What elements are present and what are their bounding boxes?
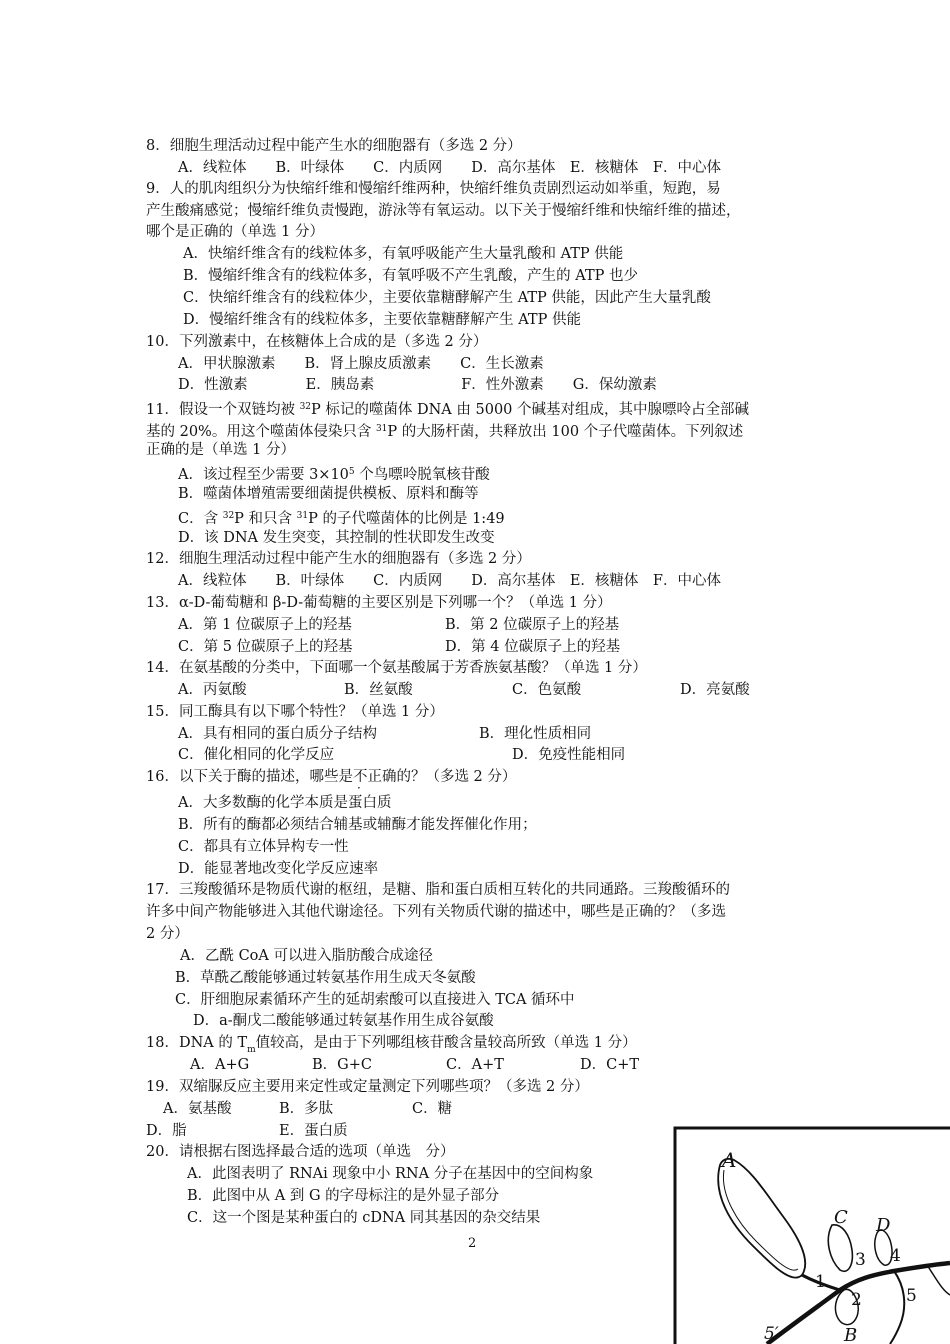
q9-stem-line2: 产生酸痛感觉；慢缩纤维负责慢跑，游泳等有氧运动。以下关于慢缩纤维和快缩纤维的描述， [146,203,741,219]
q14-option-c: C．色氨酸 [512,682,582,698]
q17-option-d: D．a-酮戊二酸能够通过转氨基作用生成谷氨酸 [193,1013,494,1029]
q10-stem: 10．下列激素中，在核糖体上合成的是（多选 2 分） [146,334,488,350]
label-4: 4 [890,1246,901,1266]
q12-options: A．线粒体 B．叶绿体 C．内质网 D．高尔基体 E．核糖体 F．中心体 [178,573,721,589]
q19-option-e: E．蛋白质 [279,1123,348,1139]
q11-stem-line2: 基的 20%。用这个噬菌体侵染只含 $^{31}$P 的大肠杆菌，共释放出 100 个子代噬菌体。下列叙述 [146,424,744,440]
q20-stem: 20．请根据右图选择最合适的选项（单选 分） [146,1144,455,1160]
q9-option-a: A．快缩纤维含有的线粒体多，有氧呼吸能产生大量乳酸和 ATP 供能 [183,246,624,262]
q20-option-a: A．此图表明了 RNAi 现象中小 RNA 分子在基因中的空间构象 [187,1166,594,1182]
q14-stem: 14．在氨基酸的分类中，下面哪一个氨基酸属于芳香族氨基酸？（单选 1 分） [146,660,647,676]
label-b: B [844,1325,858,1344]
label-5: 5 [906,1286,917,1306]
q11-option-d: D．该 DNA 发生突变，其控制的性状即发生改变 [178,530,495,546]
q17-stem-line1: 17．三羧酸循环是物质代谢的枢纽，是糖、脂和蛋白质相互转化的共同通路。三羧酸循环的 [146,882,730,898]
q19-option-c: C．糖 [412,1101,453,1117]
label-a: A [722,1148,737,1172]
q15-option-a: A．具有相同的蛋白质分子结构 [178,726,377,742]
label-3: 3 [855,1250,866,1270]
q15-option-c: C．催化相同的化学反应 [178,747,335,763]
q15-option-d: D．免疫性能相同 [512,747,626,763]
q9-stem-line3: 哪个是正确的（单选 1 分） [146,224,324,240]
label-five-prime: 5′ [764,1324,779,1344]
q9-option-b: B．慢缩纤维含有的线粒体多，有氧呼吸不产生乳酸，产生的 ATP 也少 [183,268,638,284]
q11-option-a: A．该过程至少需要 $3\times 10^5$ 个鸟嘌呤脱氧核苷酸 [178,467,490,483]
q18-option-b: B．G+C [312,1057,372,1073]
q8-stem: 8．细胞生理活动过程中能产生水的细胞器有（多选 2 分） [146,138,522,154]
q10-options-row1: A．甲状腺激素 B．肾上腺皮质激素 C．生长激素 [178,356,544,372]
q16-option-c: C．都具有立体异构专一性 [178,839,349,855]
q13-stem: 13．α-D-葡萄糖和 β-D-葡萄糖的主要区别是下列哪一个？（单选 1 分） [146,595,612,611]
label-c: C [834,1207,848,1228]
q11-stem-line1: 11．假设一个双链均被 $^{32}$P 标记的噬菌体 DNA 由 5000 个碱基对组成，其中腺嘌呤占全部碱 [146,402,750,418]
q18-stem: 18．DNA 的 $T_m$值较高，是由于下列哪组核苷酸含量较高所致（单选 1 分） [146,1035,637,1055]
q17-option-c: C．肝细胞尿素循环产生的延胡索酸可以直接进入 TCA 循环中 [175,992,575,1008]
strand-branch [890,1271,904,1344]
q13-option-b: B．第 2 位碳原子上的羟基 [445,617,620,633]
q13-option-c: C．第 5 位碳原子上的羟基 [178,639,353,655]
q18-option-d: D．C+T [580,1057,640,1073]
q20-option-c: C．这一个图是某种蛋白的 cDNA 同其基因的杂交结果 [187,1210,541,1226]
q19-option-b: B．多肽 [279,1101,334,1117]
q17-stem-line2: 许多中间产物能够进入其他代谢途径。下列有关物质代谢的描述中，哪些是正确的？（多选 [146,904,726,920]
q20-option-b: B．此图中从 A 到 G 的字母标注的是外显子部分 [187,1188,500,1204]
q15-stem: 15．同工酶具有以下哪个特性？（单选 1 分） [146,704,444,720]
q19-stem: 19．双缩脲反应主要用来定性或定量测定下列哪些项？（多选 2 分） [146,1079,589,1095]
q18-option-c: C．A+T [446,1057,504,1073]
label-d: D [876,1215,891,1236]
q16-option-b: B．所有的酶都必须结合辅基或辅酶才能发挥催化作用； [178,817,537,833]
q12-stem: 12．细胞生理活动过程中能产生水的细胞器有（多选 2 分） [146,551,531,567]
label-1: 1 [815,1272,826,1292]
q8-options: A．线粒体 B．叶绿体 C．内质网 D．高尔基体 E．核糖体 F．中心体 [178,160,721,176]
q13-option-a: A．第 1 位碳原子上的羟基 [178,617,352,633]
q10-options-row2: D．性激素 E．胰岛素 F．性外激素 G．保幼激素 [178,377,657,393]
label-2: 2 [851,1290,862,1310]
hybridization-figure [672,1125,950,1344]
q13-option-d: D．第 4 位碳原子上的羟基 [445,639,621,655]
q18-option-a: A．A+G [190,1057,250,1073]
q11-option-c: C．含 $^{32}$P 和只含 $^{31}$P 的子代噬菌体的比例是 1:49 [178,511,505,527]
q9-stem-line1: 9．人的肌肉组织分为快缩纤维和慢缩纤维两种，快缩纤维负责剧烈运动如举重，短跑，易 [146,181,721,197]
loop-right-edge [927,1265,950,1295]
q17-option-a: A．乙酰 CoA 可以进入脂肪酸合成途径 [180,948,433,964]
q9-option-c: C．快缩纤维含有的线粒体少，主要依靠糖酵解产生 ATP 供能，因此产生大量乳酸 [183,290,711,306]
loop-c [828,1225,852,1272]
q14-option-a: A．丙氨酸 [178,682,247,698]
q11-option-b: B．噬菌体增殖需要细菌提供模板、原料和酶等 [178,486,479,502]
q16-option-a: A．大多数酶的化学本质是蛋白质 [178,795,392,811]
q15-option-b: B．理化性质相同 [479,726,592,742]
q14-option-b: B．丝氨酸 [344,682,413,698]
q16-option-d: D．能显著地改变化学反应速率 [178,861,379,877]
q9-option-d: D．慢缩纤维含有的线粒体多，主要依靠糖酵解产生 ATP 供能 [183,312,581,328]
q14-option-d: D．亮氨酸 [680,682,750,698]
page-number: 2 [468,1236,477,1251]
q19-option-d: D．脂 [146,1123,187,1139]
q17-stem-line3: 2 分） [146,926,189,942]
q16-stem: 16．以下关于酶的描述，哪些是不正确的？（多选 2 分） [146,769,517,785]
q17-option-b: B．草酰乙酸能够通过转氨基作用生成天冬氨酸 [175,970,476,986]
q11-stem-line3: 正确的是（单选 1 分） [146,442,295,458]
q19-option-a: A．氨基酸 [163,1101,232,1117]
loop-a [718,1159,805,1278]
